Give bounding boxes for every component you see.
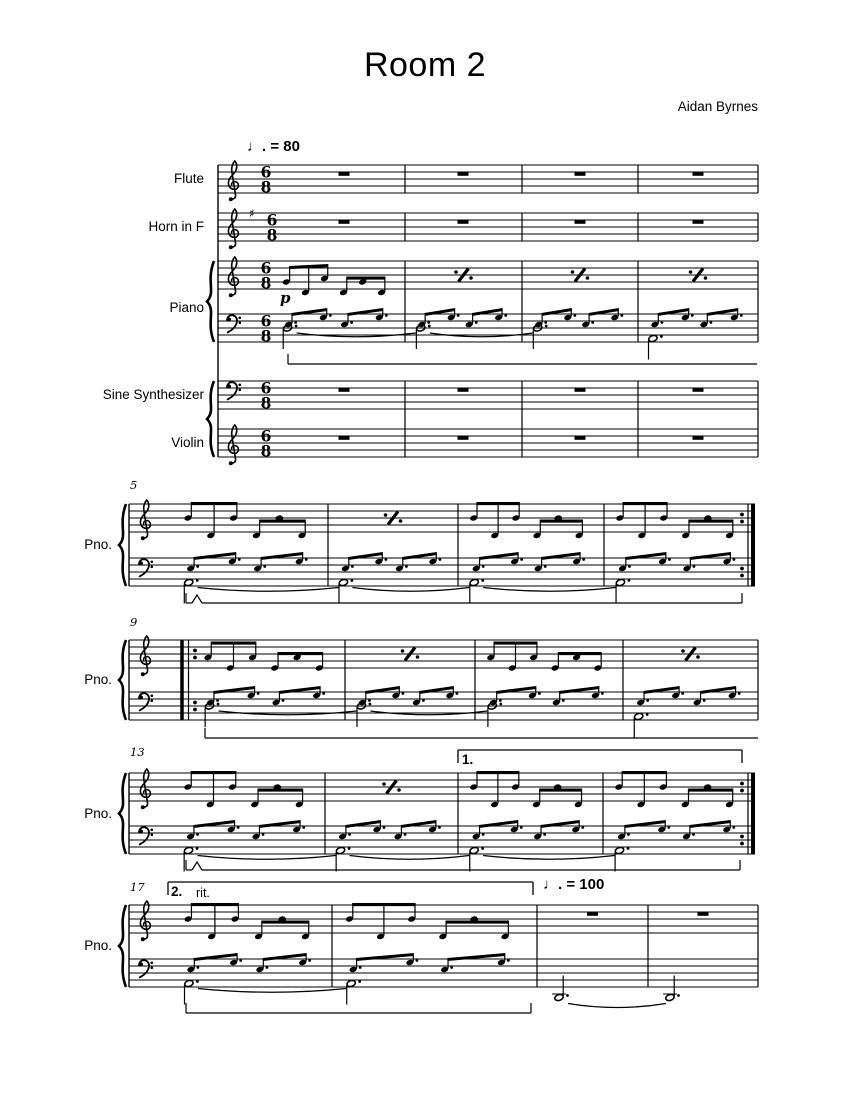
- bass-figure: [663, 976, 680, 1002]
- volta-1-label: 1.: [462, 752, 474, 767]
- system-3: [119, 636, 758, 738]
- pedal-line: [288, 354, 757, 364]
- instrument-label-pno-5: Pno.: [84, 938, 112, 953]
- whole-measure-rest: [339, 220, 350, 224]
- brace: [119, 640, 126, 720]
- whole-measure-rest: [693, 220, 704, 224]
- bass-figure: [469, 552, 585, 604]
- tie: [352, 588, 469, 592]
- pedal-line: [205, 728, 758, 738]
- instrument-label-pno-3: Pno.: [84, 672, 112, 687]
- whole-measure-rest: [698, 912, 709, 916]
- svg-text:8: 8: [260, 441, 272, 461]
- brace: [119, 905, 126, 987]
- whole-measure-rest: [339, 436, 350, 440]
- bass-figure: [336, 820, 441, 872]
- svg-text:8: 8: [260, 326, 272, 346]
- whole-measure-rest: [693, 436, 704, 440]
- eighth-note-group: [204, 642, 324, 672]
- treble-clef-icon: [140, 769, 150, 809]
- treble-clef-icon: [140, 636, 150, 676]
- eighth-note-group: [184, 771, 304, 808]
- volta-bracket: [168, 882, 533, 895]
- instrument-label-horn: Horn in F: [148, 219, 204, 234]
- svg-text:6: 6: [260, 426, 272, 446]
- svg-text:8: 8: [266, 225, 278, 245]
- tie: [198, 989, 346, 993]
- tie: [350, 856, 470, 860]
- tie: [483, 856, 614, 860]
- time-signature: [261, 379, 272, 413]
- whole-measure-rest: [575, 388, 586, 392]
- bass-figure: [634, 686, 741, 738]
- instrument-label-pno-4: Pno.: [84, 806, 112, 821]
- time-signature: [261, 427, 272, 461]
- measure-number-13: 13: [130, 745, 145, 759]
- bass-figure: [552, 976, 569, 1002]
- whole-measure-rest: [339, 172, 350, 176]
- whole-measure-rest: [458, 436, 469, 440]
- volta-2-label: 2.: [171, 884, 183, 899]
- eighth-note-group: [282, 264, 386, 296]
- svg-text:6: 6: [260, 258, 272, 278]
- eighth-note-group: [616, 502, 734, 539]
- svg-text:8: 8: [260, 273, 272, 293]
- whole-measure-rest: [458, 220, 469, 224]
- instrument-label-flute: Flute: [173, 171, 204, 186]
- eighth-note-group: [469, 502, 583, 539]
- treble-clef-icon: [228, 161, 238, 201]
- bass-clef-icon: [227, 315, 242, 332]
- svg-text:6: 6: [260, 378, 272, 398]
- dynamic-p: p: [280, 289, 291, 307]
- system-4: [119, 750, 755, 872]
- treble-clef-icon: [228, 257, 238, 297]
- bass-figure: [648, 308, 743, 360]
- treble-clef-icon: [140, 901, 150, 941]
- svg-text:6: 6: [260, 162, 272, 182]
- brace: [119, 773, 126, 854]
- pedal-line: [186, 593, 742, 603]
- instrument-label-violin: Violin: [171, 435, 204, 450]
- svg-text:8: 8: [260, 177, 272, 197]
- measure-number-9: 9: [130, 615, 138, 629]
- brace: [207, 381, 214, 457]
- bass-clef-icon: [227, 382, 242, 399]
- bass-figure: [469, 820, 584, 872]
- whole-measure-rest: [693, 172, 704, 176]
- bass-figure: [184, 953, 311, 1005]
- tie: [198, 588, 339, 592]
- pedal-line: [186, 1003, 531, 1013]
- bass-figure: [338, 552, 441, 604]
- bass-clef-icon: [139, 827, 154, 844]
- eighth-note-group: [615, 771, 734, 808]
- whole-measure-rest: [575, 436, 586, 440]
- system-1: [207, 161, 758, 465]
- composer-name: Aidan Byrnes: [677, 99, 758, 114]
- svg-text:6: 6: [260, 311, 272, 331]
- system-5: [119, 882, 758, 1013]
- treble-clef-icon: [228, 209, 238, 249]
- tempo-marking-end: ♩. = 100: [543, 876, 605, 893]
- brace: [207, 261, 214, 342]
- sharp-icon: ♯: [249, 206, 255, 221]
- brace: [119, 504, 126, 586]
- eighth-note-group: [469, 771, 582, 808]
- tie: [568, 1004, 666, 1008]
- eighth-note-group: [184, 502, 307, 539]
- treble-clef-icon: [140, 500, 150, 540]
- time-signature: [261, 312, 272, 346]
- system-2: [119, 500, 755, 604]
- time-signature: [261, 259, 272, 293]
- instrument-label-pno-2: Pno.: [84, 537, 112, 552]
- whole-measure-rest: [458, 172, 469, 176]
- eighth-note-group: [345, 903, 509, 940]
- measure-number-17: 17: [130, 880, 145, 894]
- instrument-label-piano: Piano: [169, 300, 204, 315]
- bass-figure: [184, 552, 308, 604]
- whole-measure-rest: [575, 220, 586, 224]
- tempo-marking-start: ♩. = 80: [247, 138, 300, 155]
- tie: [198, 856, 336, 860]
- tie: [483, 588, 615, 592]
- bass-clef-icon: [139, 693, 154, 710]
- page-title: Room 2: [363, 46, 487, 84]
- measure-number-5: 5: [130, 478, 138, 492]
- instrument-label-sine: Sine Synthesizer: [102, 387, 204, 402]
- time-signature: [267, 211, 278, 245]
- bass-figure: [615, 820, 736, 872]
- whole-measure-rest: [575, 172, 586, 176]
- svg-text:8: 8: [260, 393, 272, 413]
- svg-text:6: 6: [266, 210, 278, 230]
- time-signature: [261, 163, 272, 197]
- bass-clef-icon: [139, 960, 154, 977]
- eighth-note-group: [486, 642, 602, 672]
- treble-clef-icon: [228, 425, 238, 465]
- bass-figure: [346, 953, 510, 1005]
- whole-measure-rest: [693, 388, 704, 392]
- bass-clef-icon: [139, 559, 154, 576]
- rit-text: rit.: [196, 886, 210, 900]
- whole-measure-rest: [339, 388, 350, 392]
- pedal-line: [186, 860, 740, 870]
- bass-figure: [615, 552, 735, 604]
- whole-measure-rest: [458, 388, 469, 392]
- whole-measure-rest: [587, 912, 598, 916]
- volta-bracket: [458, 750, 742, 763]
- bass-figure: [184, 820, 305, 872]
- eighth-note-group: [184, 903, 310, 940]
